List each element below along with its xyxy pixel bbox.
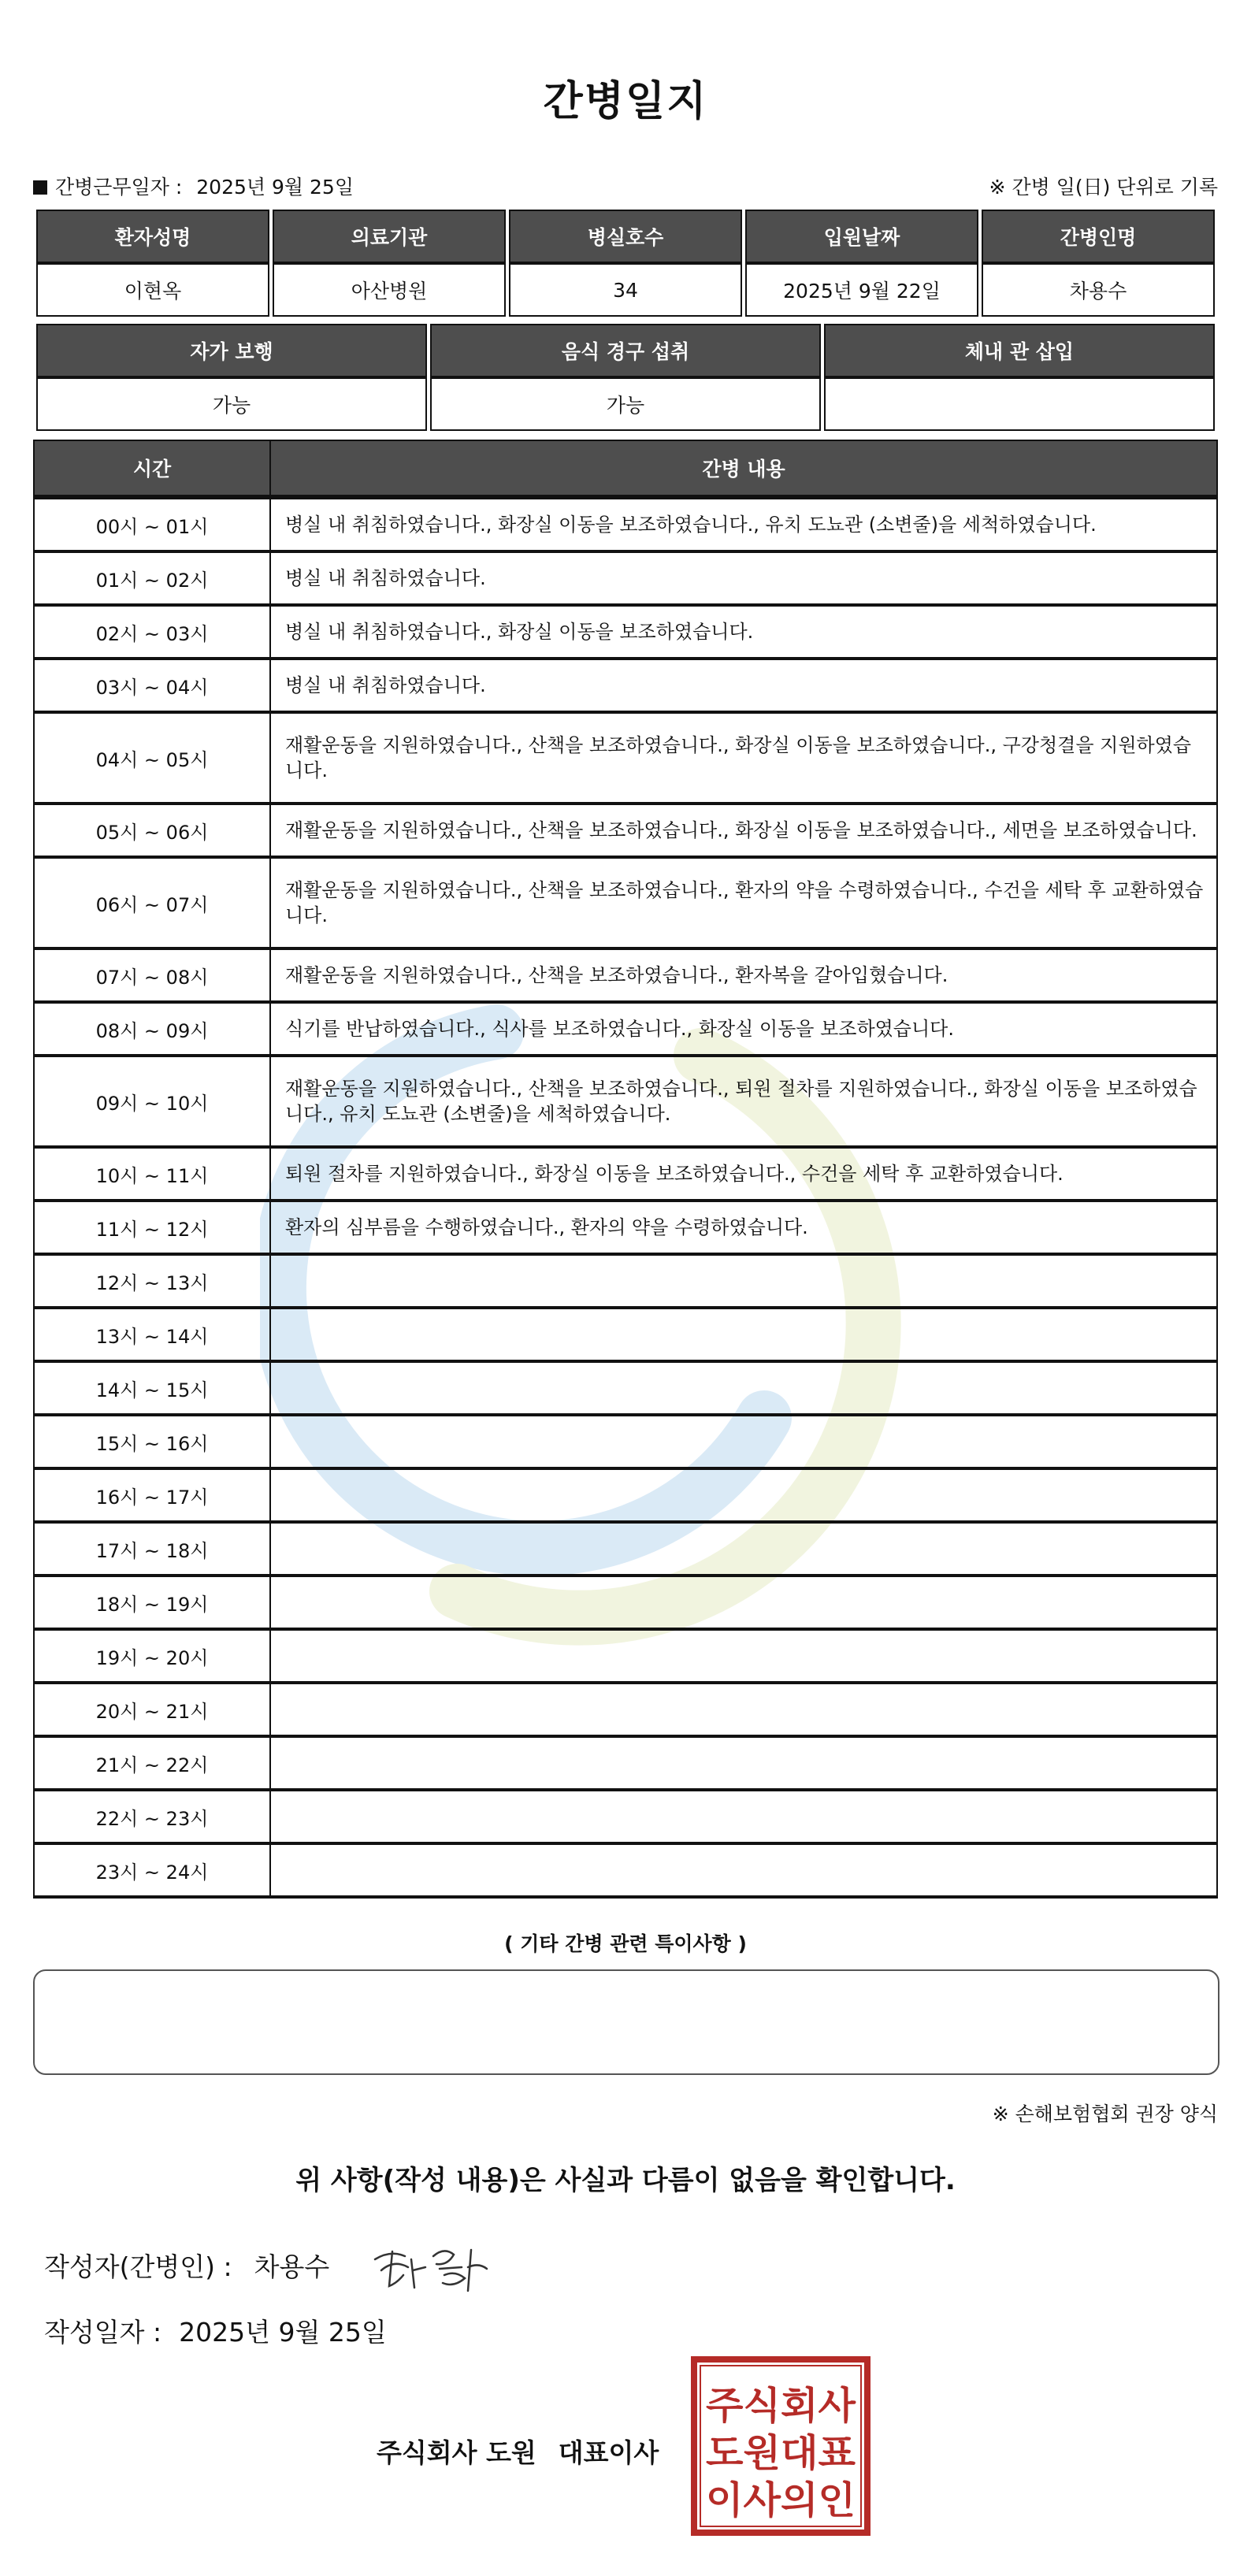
time-cell: 11시 ~ 12시: [34, 1201, 270, 1254]
time-cell: 20시 ~ 21시: [34, 1683, 270, 1736]
patient-name: 이현옥: [36, 263, 269, 317]
table-row: [34, 1361, 1217, 1415]
table-row: [34, 1522, 1217, 1576]
table-row: [34, 1147, 1217, 1201]
time-cell: 07시 ~ 08시: [34, 948, 270, 1002]
content-cell: [270, 1576, 1217, 1629]
written-date-label: 작성일자 :: [44, 2317, 162, 2348]
caregiver-name: 차용수: [982, 263, 1215, 317]
patient-status-table: [33, 324, 1218, 431]
signature-image: [369, 2236, 495, 2299]
table-row: [34, 1002, 1217, 1056]
table-row: [34, 659, 1217, 712]
writer-label: 작성자(간병인) :: [44, 2251, 232, 2282]
table-row: [34, 1683, 1217, 1736]
header-admission-date: 입원날짜: [745, 210, 978, 263]
table-row: [34, 712, 1217, 804]
time-cell: 12시 ~ 13시: [34, 1254, 270, 1308]
header-caregiver-name: 간병인명: [982, 210, 1215, 263]
writer-line: [44, 2247, 329, 2284]
time-cell: 09시 ~ 10시: [34, 1056, 270, 1147]
content-cell: 재활운동을 지원하였습니다., 산책을 보조하였습니다., 퇴원 절차를 지원하였습니다., 화장실 이동을 보조하였습니다., 유치 도뇨관 (소변줄)을 세척하였습니다.: [270, 1056, 1217, 1147]
time-cell: 02시 ~ 03시: [34, 605, 270, 659]
table-row: [34, 1790, 1217, 1843]
written-date-line: [44, 2312, 387, 2349]
time-cell: 08시 ~ 09시: [34, 1002, 270, 1056]
seal-line-3: 이사의인: [706, 2478, 856, 2522]
time-cell: 17시 ~ 18시: [34, 1522, 270, 1576]
time-cell: 16시 ~ 17시: [34, 1468, 270, 1522]
table-row: [34, 1201, 1217, 1254]
time-cell: 04시 ~ 05시: [34, 712, 270, 804]
table-row: [34, 1415, 1217, 1468]
oral-intake-value: 가능: [430, 377, 821, 431]
content-cell: 병실 내 취침하였습니다., 화장실 이동을 보조하였습니다., 유치 도뇨관 (소변줄)을 세척하였습니다.: [270, 497, 1217, 551]
content-cell: [270, 1736, 1217, 1790]
time-cell: 14시 ~ 15시: [34, 1361, 270, 1415]
content-cell: [270, 1843, 1217, 1897]
time-cell: 01시 ~ 02시: [34, 551, 270, 605]
time-cell: 05시 ~ 06시: [34, 804, 270, 857]
page-title: 간병일지: [543, 78, 708, 125]
content-cell: [270, 1522, 1217, 1576]
time-cell: 03시 ~ 04시: [34, 659, 270, 712]
table-row: [34, 1629, 1217, 1683]
written-date-value: 2025년 9월 25일: [179, 2317, 387, 2348]
content-cell: [270, 1683, 1217, 1736]
daily-record-note: ※ 간병 일(日) 단위로 기록: [989, 176, 1218, 199]
care-log-table: [33, 440, 1218, 1899]
content-cell: 병실 내 취침하였습니다.: [270, 551, 1217, 605]
table-row: [34, 948, 1217, 1002]
time-cell: 18시 ~ 19시: [34, 1576, 270, 1629]
content-cell: [270, 1361, 1217, 1415]
time-cell: 06시 ~ 07시: [34, 857, 270, 948]
header-time: 시간: [34, 440, 270, 497]
writer-name: 차용수: [254, 2251, 330, 2282]
company-line: [377, 2433, 659, 2470]
content-cell: [270, 1629, 1217, 1683]
table-row: [34, 1468, 1217, 1522]
time-cell: 13시 ~ 14시: [34, 1308, 270, 1361]
self-walking-value: 가능: [36, 377, 427, 431]
table-row: [34, 1308, 1217, 1361]
table-row: [34, 1576, 1217, 1629]
content-cell: [270, 1468, 1217, 1522]
content-cell: [270, 1308, 1217, 1361]
time-cell: 22시 ~ 23시: [34, 1790, 270, 1843]
company-name: 주식회사 도원: [377, 2437, 536, 2468]
patient-info-table: [33, 210, 1218, 317]
time-cell: 10시 ~ 11시: [34, 1147, 270, 1201]
table-row: [34, 1056, 1217, 1147]
special-notes-box: [33, 1969, 1219, 2075]
work-date-value: 2025년 9월 25일: [196, 176, 354, 199]
work-date-label: 간병근무일자 :: [55, 176, 183, 199]
header-oral-intake: 음식 경구 섭취: [430, 324, 821, 377]
room-number: 34: [509, 263, 742, 317]
hospital: 아산병원: [273, 263, 506, 317]
content-cell: 재활운동을 지원하였습니다., 산책을 보조하였습니다., 환자의 약을 수령하였습니다., 수건을 세탁 후 교환하였습니다.: [270, 857, 1217, 948]
header-room-number: 병실호수: [509, 210, 742, 263]
content-cell: 환자의 심부름을 수행하였습니다., 환자의 약을 수령하였습니다.: [270, 1201, 1217, 1254]
admission-date: 2025년 9월 22일: [745, 263, 978, 317]
time-cell: 21시 ~ 22시: [34, 1736, 270, 1790]
time-cell: 23시 ~ 24시: [34, 1843, 270, 1897]
table-row: [34, 857, 1217, 948]
content-cell: [270, 1254, 1217, 1308]
content-cell: 재활운동을 지원하였습니다., 산책을 보조하였습니다., 환자복을 갈아입혔습니다.: [270, 948, 1217, 1002]
header-care-content: 간병 내용: [270, 440, 1217, 497]
work-date-line: [33, 172, 354, 200]
company-seal: [690, 2355, 871, 2537]
content-cell: 재활운동을 지원하였습니다., 산책을 보조하였습니다., 화장실 이동을 보조하였습니다., 세면을 보조하였습니다.: [270, 804, 1217, 857]
confirmation-statement: 위 사항(작성 내용)은 사실과 다름이 없음을 확인합니다.: [295, 2165, 956, 2196]
representative-title: 대표이사: [558, 2437, 659, 2468]
tube-insertion-value: [824, 377, 1215, 431]
table-row: [34, 1736, 1217, 1790]
header-hospital: 의료기관: [273, 210, 506, 263]
table-row: [34, 551, 1217, 605]
content-cell: 퇴원 절차를 지원하였습니다., 화장실 이동을 보조하였습니다., 수건을 세탁 후 교환하였습니다.: [270, 1147, 1217, 1201]
table-row: [34, 497, 1217, 551]
table-row: [34, 1254, 1217, 1308]
content-cell: 병실 내 취침하였습니다.: [270, 659, 1217, 712]
seal-line-2: 도원대표: [706, 2431, 856, 2475]
header-self-walking: 자가 보행: [36, 324, 427, 377]
table-row: [34, 1843, 1217, 1897]
square-bullet-icon: [33, 180, 47, 195]
seal-line-1: 주식회사: [706, 2384, 856, 2428]
table-row: [34, 605, 1217, 659]
time-cell: 00시 ~ 01시: [34, 497, 270, 551]
time-cell: 15시 ~ 16시: [34, 1415, 270, 1468]
header-tube-insertion: 체내 관 삽입: [824, 324, 1215, 377]
time-cell: 19시 ~ 20시: [34, 1629, 270, 1683]
content-cell: [270, 1790, 1217, 1843]
special-notes-label: ( 기타 간병 관련 특이사항 ): [504, 1932, 747, 1955]
content-cell: 식기를 반납하였습니다., 식사를 보조하였습니다., 화장실 이동을 보조하였습니다.: [270, 1002, 1217, 1056]
header-patient-name: 환자성명: [36, 210, 269, 263]
table-row: [34, 804, 1217, 857]
content-cell: [270, 1415, 1217, 1468]
recommended-form-note: ※ 손해보험협회 권장 양식: [992, 2103, 1218, 2125]
content-cell: 재활운동을 지원하였습니다., 산책을 보조하였습니다., 화장실 이동을 보조하였습니다., 구강청결을 지원하였습니다.: [270, 712, 1217, 804]
content-cell: 병실 내 취침하였습니다., 화장실 이동을 보조하였습니다.: [270, 605, 1217, 659]
